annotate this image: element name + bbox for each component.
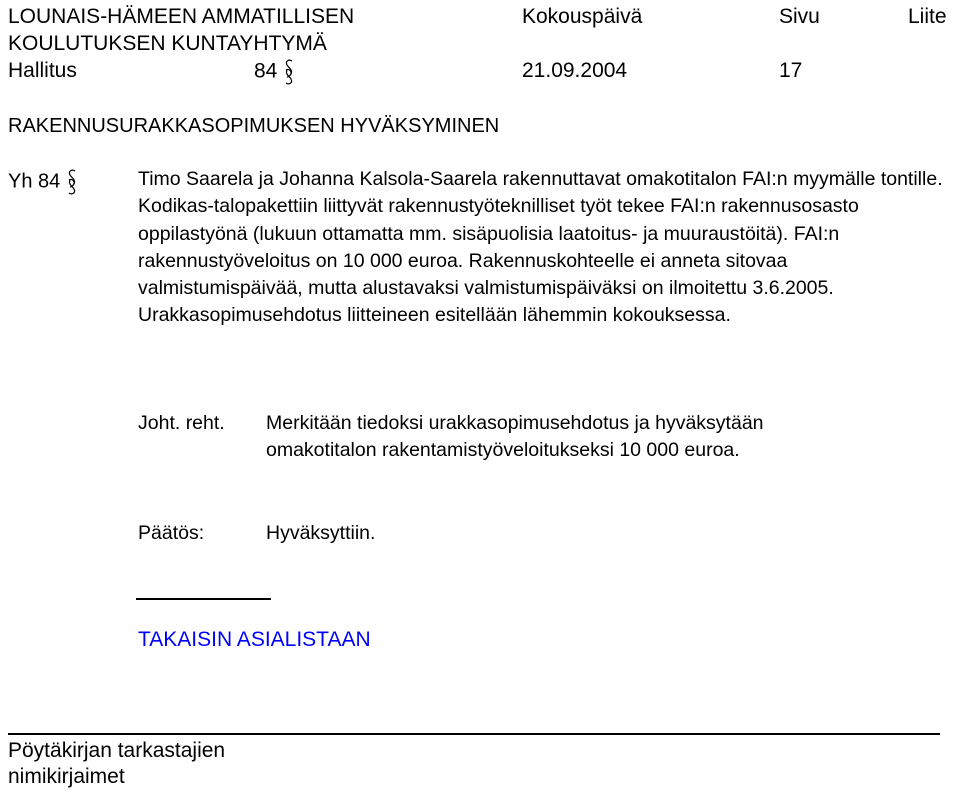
body-paragraph: Timo Saarela ja Johanna Kalsola-Saarela rakennuttavat omakotitalon FAI:n myymälle tontille. Kodikas-talopakettiin liittyvät rakennustyöteknilliset työt tekee FAI:n rakennusosasto oppilastyönä (lukuun ottamatta mm. sisäpuolisia laatoitus- ja muuraustöitä). FAI:n rakennustyöveloitus on 10 000 euroa. Rakennuskohteelle ei anneta sitovaa valmistumispäivää, mutta alustavaksi valmistumispäiväksi on ilmoitettu 3.6.2005. Urakkasopimusehdotus liitteineen esitellään lähemmin kokouksessa. (138, 168, 943, 327)
short-divider (136, 598, 271, 600)
footer-line2: nimikirjaimet (8, 765, 125, 788)
date-value: 21.09.2004 (522, 59, 628, 82)
section-sign-icon (283, 58, 295, 86)
section-number (254, 58, 295, 86)
section-ref-label: Yh 84 (8, 170, 61, 193)
footer-divider (8, 733, 940, 735)
section-sign-icon (66, 168, 78, 196)
page-value: 17 (779, 59, 803, 82)
org-name-line2: KOULUTUKSEN KUNTAYHTYMÄ (8, 32, 327, 55)
proposal-line2: omakotitalon rakentamistyöveloitukseksi 10 000 euroa. (266, 439, 740, 461)
proposal-label: Joht. reht. (138, 412, 225, 434)
proposal-line1: Merkitään tiedoksi urakkasopimusehdotus ja hyväksytään (266, 412, 764, 434)
footer-line1: Pöytäkirjan tarkastajien (8, 739, 226, 762)
body-name: Hallitus (8, 59, 77, 82)
date-label: Kokouspäivä (522, 5, 643, 28)
decision-label: Päätös: (138, 522, 205, 544)
org-name-line1: LOUNAIS-HÄMEEN AMMATILLISEN (8, 5, 355, 28)
back-to-agenda-link[interactable]: TAKAISIN ASIALISTAAN (138, 628, 371, 651)
attachment-label: Liite (908, 5, 947, 28)
decision-text: Hyväksyttiin. (266, 522, 376, 544)
section-ref (8, 168, 78, 196)
document-title: RAKENNUSURAKKASOPIMUKSEN HYVÄKSYMINEN (8, 115, 500, 137)
section-number-value: 84 (254, 59, 278, 83)
page-label: Sivu (779, 5, 820, 28)
